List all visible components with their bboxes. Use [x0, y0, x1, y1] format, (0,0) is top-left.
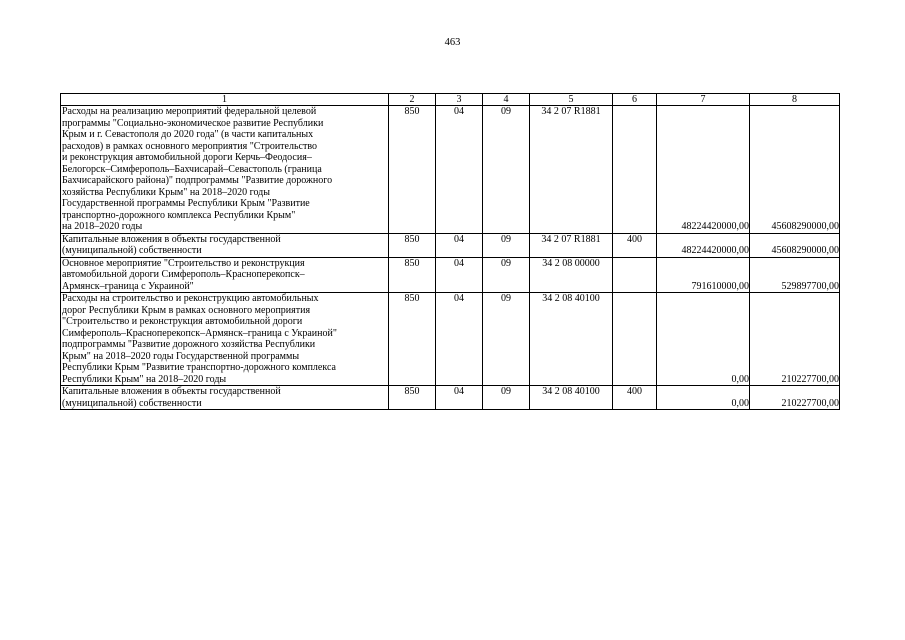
admin-code-cell: 850: [389, 233, 436, 257]
subsection-code-cell: 09: [483, 386, 530, 410]
expense-type-cell: [613, 257, 657, 293]
target-article-cell: 34 2 08 00000: [530, 257, 613, 293]
amount-2020-cell: 529897700,00: [750, 257, 840, 293]
admin-code-cell: 850: [389, 386, 436, 410]
target-article-cell: 34 2 08 40100: [530, 386, 613, 410]
row-name-line: Основное мероприятие "Строительство и реконструкция: [62, 257, 305, 269]
row-name-line: Государственной программы Республики Крым "Развитие: [62, 198, 310, 209]
row-name-cell: [61, 257, 389, 293]
row-name-line: автомобильной дороги Симферополь–Красноперекопск–: [62, 269, 305, 280]
section-code-cell: 04: [436, 293, 483, 386]
row-name-line: подпрограммы "Развитие дорожного хозяйства Республики: [62, 339, 316, 350]
section-code-cell: 04: [436, 106, 483, 234]
amount-2019-cell: 0,00: [657, 293, 750, 386]
row-name-line: Капитальные вложения в объекты государственной: [62, 386, 281, 397]
section-code-cell: 04: [436, 386, 483, 410]
row-name-line: Крым и г. Севастополя до 2020 года" (в части капитальных: [62, 129, 314, 140]
header-cell: 4: [483, 94, 530, 106]
row-name-line: транспортно-дорожного комплекса Республики Крым": [62, 209, 296, 221]
header-row: [61, 94, 840, 106]
amount-2020-cell: 45608290000,00: [750, 106, 840, 234]
subsection-code-cell: 09: [483, 233, 530, 257]
subsection-code-cell: 09: [483, 106, 530, 234]
table-row: [61, 257, 840, 293]
row-name-line: дорог Республики Крым в рамках основного мероприятия: [62, 304, 311, 316]
header-cell: 6: [613, 94, 657, 106]
target-article-cell: 34 2 07 R1881: [530, 106, 613, 234]
table-row: [61, 106, 840, 234]
row-name-line: и реконструкция автомобильной дороги Керчь–Феодосия–: [62, 152, 312, 163]
amount-2020-cell: 210227700,00: [750, 293, 840, 386]
amount-2019-cell: 48224420000,00: [657, 106, 750, 234]
row-name-cell: [61, 233, 389, 257]
amount-2019-cell: 0,00: [657, 386, 750, 410]
row-name-line: Армянск–граница с Украиной": [62, 280, 194, 292]
page-number: 463: [444, 37, 461, 48]
expense-type-cell: [613, 293, 657, 386]
row-name-line: (муниципальной) собственности: [62, 397, 202, 409]
row-name-line: Расходы на реализацию мероприятий федеральной целевой: [62, 106, 317, 117]
table-row: [61, 293, 840, 386]
row-name-line: "Строительство и реконструкция автомобильной дороги: [62, 316, 303, 327]
expense-type-cell: [613, 106, 657, 234]
budget-table: [60, 93, 840, 410]
header-cell: 2: [389, 94, 436, 106]
row-name-line: Капитальные вложения в объекты государственной: [62, 233, 281, 245]
header-cell: 8: [750, 94, 840, 106]
table-row: [61, 233, 840, 257]
header-cell: 3: [436, 94, 483, 106]
amount-2020-cell: 210227700,00: [750, 386, 840, 410]
row-name-cell: [61, 386, 389, 410]
row-name-line: Крым" на 2018–2020 годы Государственной программы: [62, 350, 300, 362]
row-name-cell: [61, 293, 389, 386]
row-name-line: Республики Крым "Развитие транспортно-дорожного комплекса: [62, 362, 336, 373]
row-name-line: Республики Крым" на 2018–2020 годы: [62, 373, 227, 385]
header-cell: 7: [657, 94, 750, 106]
header-cell: 5: [530, 94, 613, 106]
admin-code-cell: 850: [389, 293, 436, 386]
amount-2019-cell: 791610000,00: [657, 257, 750, 293]
row-name-line: на 2018–2020 годы: [62, 221, 143, 232]
row-name-line: хозяйства Республики Крым" на 2018–2020 годы: [62, 186, 270, 198]
row-name-line: Бахчисарайского района)" подпрограммы "Развитие дорожного: [62, 175, 333, 186]
table-row: [61, 386, 840, 410]
section-code-cell: 04: [436, 233, 483, 257]
admin-code-cell: 850: [389, 257, 436, 293]
header-cell: 1: [61, 94, 389, 106]
row-name-line: программы "Социально-экономическое развитие Республики: [62, 117, 324, 129]
row-name-cell: [61, 106, 389, 234]
subsection-code-cell: 09: [483, 257, 530, 293]
admin-code-cell: 850: [389, 106, 436, 234]
row-name-line: Расходы на строительство и реконструкцию автомобильных: [62, 293, 319, 304]
row-name-line: (муниципальной) собственности: [62, 245, 202, 256]
row-name-line: Белогорск–Симферополь–Бахчисарай–Севастополь (граница: [62, 163, 322, 175]
target-article-cell: 34 2 08 40100: [530, 293, 613, 386]
row-name-line: расходов) в рамках основного мероприятия "Строительство: [62, 140, 317, 152]
target-article-cell: 34 2 07 R1881: [530, 233, 613, 257]
amount-2020-cell: 45608290000,00: [750, 233, 840, 257]
expense-type-cell: 400: [613, 386, 657, 410]
subsection-code-cell: 09: [483, 293, 530, 386]
expense-type-cell: 400: [613, 233, 657, 257]
amount-2019-cell: 48224420000,00: [657, 233, 750, 257]
section-code-cell: 04: [436, 257, 483, 293]
row-name-line: Симферополь–Красноперекопск–Армянск–граница с Украиной": [62, 327, 337, 339]
